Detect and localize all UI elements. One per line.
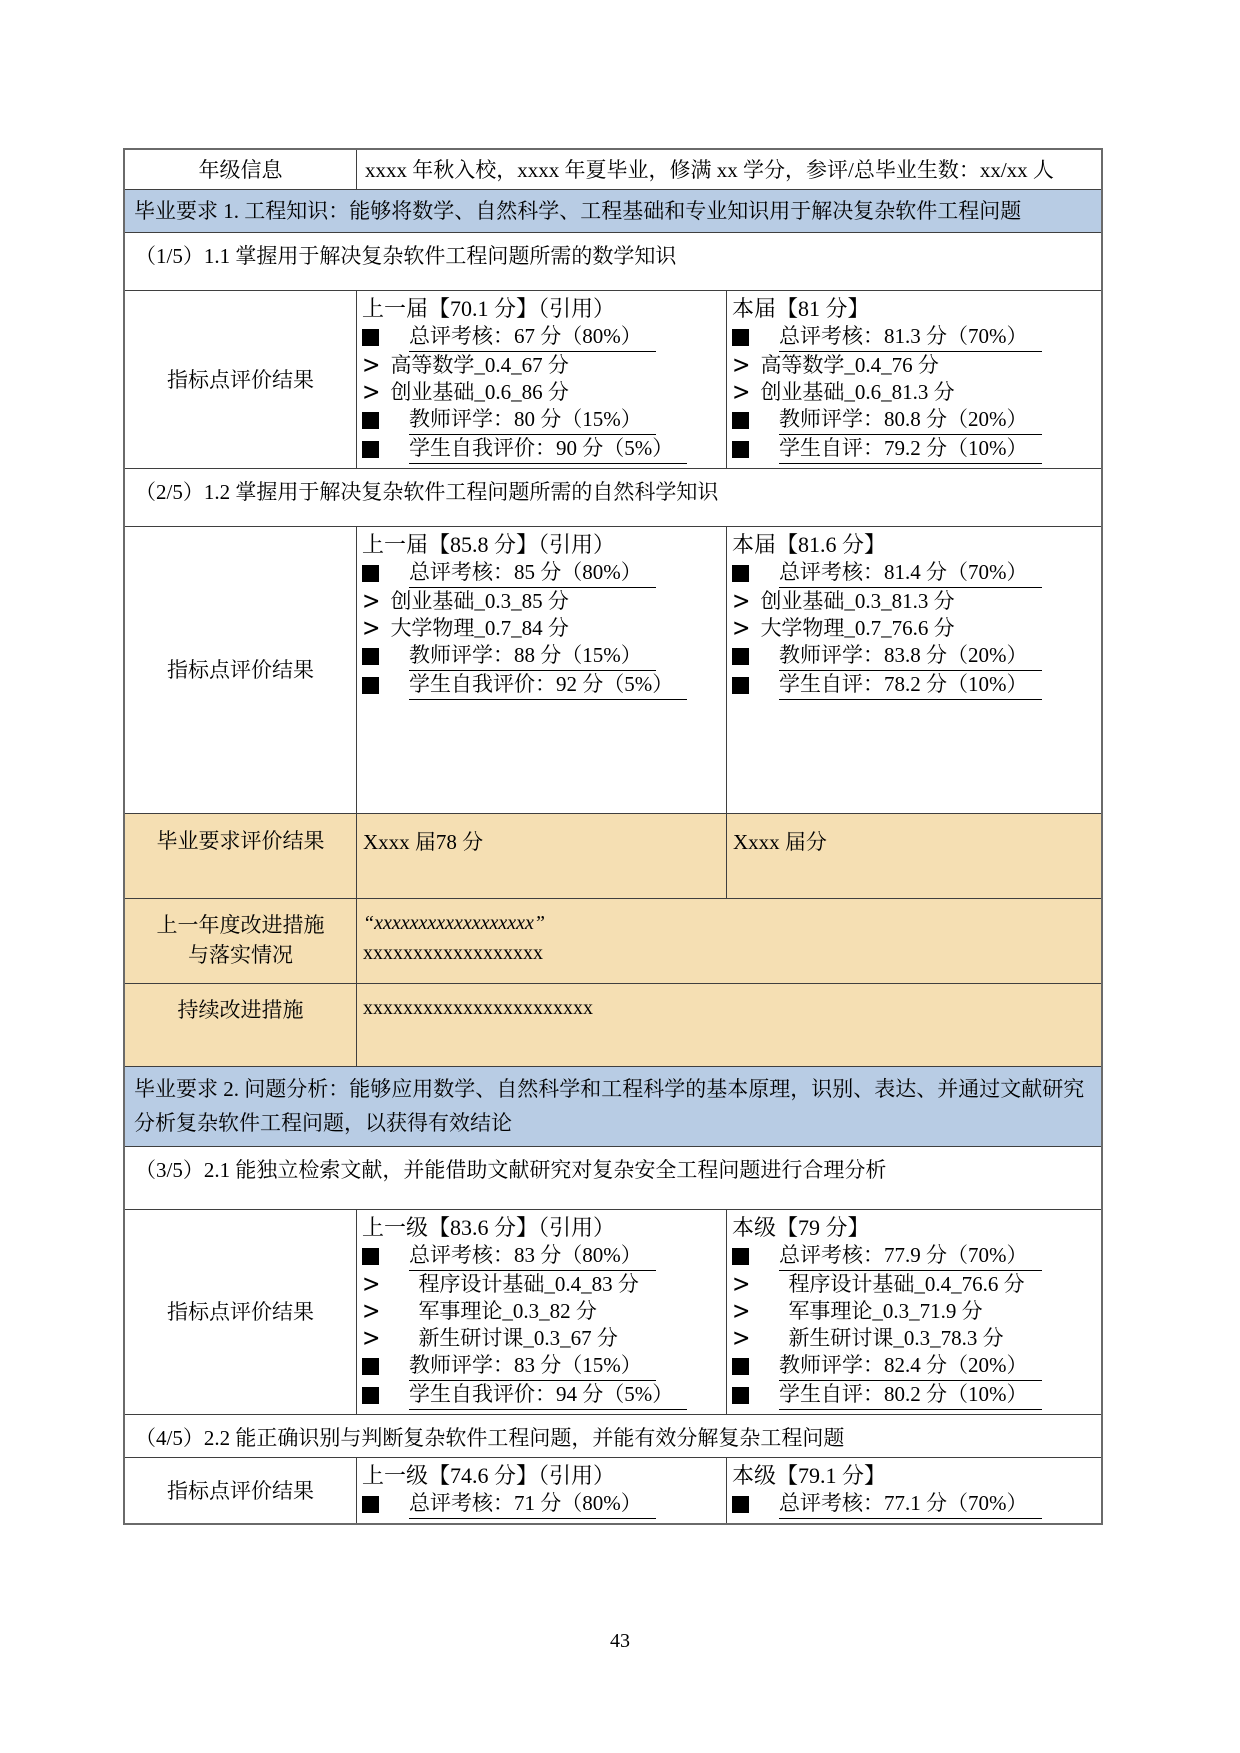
square-bullet-icon	[732, 1387, 749, 1404]
score-line	[362, 1271, 722, 1298]
score-line-text: 学生自我评价：90 分（5%）	[409, 435, 687, 464]
score-line-text: 学生自评：79.2 分（10%）	[779, 435, 1042, 464]
score-line-text: 学生自我评价：94 分（5%）	[409, 1381, 687, 1410]
page-number: 43	[610, 1630, 630, 1652]
score-line	[732, 1352, 1097, 1381]
current-cohort-header: 本届【81 分】	[732, 296, 870, 321]
score-line	[732, 615, 1097, 642]
requirement-evaluation-result-row	[125, 813, 1101, 898]
square-bullet-icon	[732, 1358, 749, 1375]
indicator-2-1-current-level	[727, 1210, 1101, 1414]
angle-bullet-icon: >	[732, 378, 751, 407]
requirement-2-header: 毕业要求 2. 问题分析：能够应用数学、自然科学和工程科学的基本原理，识别、表达、并通过文献研究分析复杂软件工程问题，以获得有效结论	[125, 1066, 1101, 1146]
score-line-text: 程序设计基础_0.4_76.6 分	[788, 1272, 1025, 1296]
score-line-text: 教师评学：83.8 分（20%）	[779, 642, 1042, 671]
score-line	[732, 435, 1097, 464]
square-bullet-icon	[362, 1248, 379, 1265]
angle-bullet-icon: >	[362, 587, 381, 616]
score-line	[732, 406, 1097, 435]
angle-bullet-icon: >	[732, 1324, 751, 1353]
indicator-result-label: 指标点评价结果	[125, 527, 357, 813]
score-line	[362, 1490, 722, 1519]
square-bullet-icon	[362, 1496, 379, 1513]
indicator-2-1-result-row	[125, 1209, 1101, 1414]
indicator-2-2-previous-level	[357, 1458, 727, 1523]
score-line	[362, 1352, 722, 1381]
score-line	[732, 1490, 1097, 1519]
score-line-text: 教师评学：88 分（15%）	[409, 642, 656, 671]
angle-bullet-icon: >	[732, 1270, 751, 1299]
grade-info-label: 年级信息	[125, 150, 357, 189]
score-line	[362, 559, 722, 588]
score-line	[362, 352, 722, 379]
angle-bullet-icon: >	[362, 614, 381, 643]
square-bullet-icon	[732, 1496, 749, 1513]
score-line	[362, 435, 722, 464]
indicator-2-1-title: （3/5）2.1 能独立检索文献，并能借助文献研究对复杂安全工程问题进行合理分析	[125, 1146, 1101, 1209]
improvement-label	[125, 899, 357, 983]
current-cohort-header: 本届【81.6 分】	[732, 532, 887, 557]
score-line	[732, 1381, 1097, 1410]
score-line	[732, 1242, 1097, 1271]
requirement-result-label: 毕业要求评价结果	[125, 814, 357, 898]
indicator-2-2-title: （4/5）2.2 能正确识别与判断复杂软件工程问题，并能有效分解复杂工程问题	[125, 1414, 1101, 1457]
square-bullet-icon	[732, 677, 749, 694]
previous-cohort-lines	[362, 559, 722, 700]
continuous-improvement-row	[125, 983, 1101, 1066]
score-line-text: 军事理论_0.3_82 分	[418, 1299, 597, 1323]
improvement-value	[357, 899, 1101, 983]
indicator-result-label: 指标点评价结果	[125, 1458, 357, 1523]
square-bullet-icon	[732, 565, 749, 582]
current-level-lines	[732, 1242, 1097, 1410]
previous-year-improvement-row	[125, 898, 1101, 983]
indicator-result-label: 指标点评价结果	[125, 1210, 357, 1414]
score-line-text: 学生自我评价：92 分（5%）	[409, 671, 687, 700]
angle-bullet-icon: >	[362, 378, 381, 407]
score-line-text: 创业基础_0.6_86 分	[390, 380, 569, 404]
score-line	[362, 588, 722, 615]
score-line-text: 教师评学：82.4 分（20%）	[779, 1352, 1042, 1381]
requirement-result-previous: Xxxx 届78 分	[357, 814, 727, 898]
current-cohort-lines	[732, 559, 1097, 700]
square-bullet-icon	[362, 1387, 379, 1404]
square-bullet-icon	[732, 648, 749, 665]
score-line	[732, 379, 1097, 406]
score-line-text: 总评考核：83 分（80%）	[409, 1242, 656, 1271]
angle-bullet-icon: >	[732, 351, 751, 380]
previous-level-header: 上一级【74.6 分】（引用）	[362, 1463, 616, 1488]
angle-bullet-icon: >	[732, 614, 751, 643]
improvement-text: xxxxxxxxxxxxxxxxxx	[363, 942, 543, 964]
square-bullet-icon	[362, 648, 379, 665]
score-line	[732, 1271, 1097, 1298]
score-line	[362, 1242, 722, 1271]
score-line-text: 总评考核：81.4 分（70%）	[779, 559, 1042, 588]
continuous-improvement-label: 持续改进措施	[125, 984, 357, 1066]
score-line-text: 大学物理_0.7_84 分	[390, 616, 569, 640]
angle-bullet-icon: >	[362, 1297, 381, 1326]
score-line-text: 高等数学_0.4_67 分	[390, 353, 569, 377]
score-line	[732, 1325, 1097, 1352]
square-bullet-icon	[732, 412, 749, 429]
square-bullet-icon	[362, 412, 379, 429]
previous-level-header: 上一级【83.6 分】（引用）	[362, 1215, 616, 1240]
score-line	[362, 323, 722, 352]
score-line-text: 总评考核：85 分（80%）	[409, 559, 656, 588]
score-line-text: 创业基础_0.6_81.3 分	[760, 380, 955, 404]
score-line	[362, 1298, 722, 1325]
indicator-1-1-result-row	[125, 290, 1101, 468]
score-line	[362, 1381, 722, 1410]
score-line-text: 总评考核：77.1 分（70%）	[779, 1490, 1042, 1519]
indicator-1-1-current-cohort	[727, 291, 1101, 468]
previous-cohort-header: 上一届【85.8 分】（引用）	[362, 532, 616, 557]
score-line-text: 总评考核：71 分（80%）	[409, 1490, 656, 1519]
improvement-label-line2: 与落实情况	[188, 943, 293, 967]
current-level-lines	[732, 1490, 1097, 1519]
square-bullet-icon	[362, 441, 379, 458]
score-line-text: 高等数学_0.4_76 分	[760, 353, 939, 377]
angle-bullet-icon: >	[362, 1324, 381, 1353]
score-line	[732, 1298, 1097, 1325]
current-cohort-lines	[732, 323, 1097, 464]
score-line	[362, 1325, 722, 1352]
score-line	[732, 588, 1097, 615]
indicator-1-2-previous-cohort	[357, 527, 727, 813]
improvement-label-line1: 上一年度改进措施	[156, 913, 325, 937]
indicator-result-label: 指标点评价结果	[125, 291, 357, 468]
indicator-1-2-result-row	[125, 526, 1101, 813]
graduation-requirement-table	[123, 148, 1103, 1525]
grade-info-row	[125, 150, 1101, 189]
requirement-1-header: 毕业要求 1. 工程知识：能够将数学、自然科学、工程基础和专业知识用于解决复杂软件工程问题	[125, 189, 1101, 232]
score-line-text: 创业基础_0.3_85 分	[390, 589, 569, 613]
score-line-text: 教师评学：80 分（15%）	[409, 406, 656, 435]
angle-bullet-icon: >	[732, 1297, 751, 1326]
score-line-text: 总评考核：77.9 分（70%）	[779, 1242, 1042, 1271]
square-bullet-icon	[732, 1248, 749, 1265]
current-level-header: 本级【79.1 分】	[732, 1463, 887, 1488]
square-bullet-icon	[732, 329, 749, 346]
improvement-quote: “xxxxxxxxxxxxxxxxxx”	[363, 912, 546, 934]
score-line-text: 教师评学：80.8 分（20%）	[779, 406, 1042, 435]
continuous-improvement-value: xxxxxxxxxxxxxxxxxxxxxxx	[363, 997, 593, 1019]
score-line	[362, 671, 722, 700]
score-line-text: 学生自评：78.2 分（10%）	[779, 671, 1042, 700]
score-line	[362, 379, 722, 406]
previous-level-lines	[362, 1490, 722, 1519]
angle-bullet-icon: >	[732, 587, 751, 616]
requirement-result-current: Xxxx 届分	[733, 830, 827, 854]
score-line	[732, 352, 1097, 379]
previous-cohort-lines	[362, 323, 722, 464]
indicator-1-2-title: （2/5）1.2 掌握用于解决复杂软件工程问题所需的自然科学知识	[125, 468, 1101, 526]
indicator-1-2-current-cohort	[727, 527, 1101, 813]
square-bullet-icon	[362, 677, 379, 694]
score-line	[362, 406, 722, 435]
indicator-1-1-title: （1/5）1.1 掌握用于解决复杂软件工程问题所需的数学知识	[125, 232, 1101, 290]
indicator-2-2-result-row	[125, 1457, 1101, 1523]
square-bullet-icon	[362, 329, 379, 346]
score-line	[732, 323, 1097, 352]
square-bullet-icon	[732, 441, 749, 458]
square-bullet-icon	[362, 1358, 379, 1375]
score-line-text: 教师评学：83 分（15%）	[409, 1352, 656, 1381]
score-line-text: 军事理论_0.3_71.9 分	[788, 1299, 983, 1323]
score-line-text: 总评考核：81.3 分（70%）	[779, 323, 1042, 352]
score-line	[732, 559, 1097, 588]
score-line-text: 新生研讨课_0.3_78.3 分	[788, 1326, 1004, 1350]
indicator-1-1-previous-cohort	[357, 291, 727, 468]
score-line-text: 创业基础_0.3_81.3 分	[760, 589, 955, 613]
previous-cohort-header: 上一届【70.1 分】（引用）	[362, 296, 616, 321]
indicator-2-2-current-level	[727, 1458, 1101, 1523]
score-line	[362, 615, 722, 642]
score-line	[732, 642, 1097, 671]
score-line-text: 学生自评：80.2 分（10%）	[779, 1381, 1042, 1410]
score-line	[732, 671, 1097, 700]
previous-level-lines	[362, 1242, 722, 1410]
score-line-text: 总评考核：67 分（80%）	[409, 323, 656, 352]
score-line-text: 新生研讨课_0.3_67 分	[418, 1326, 618, 1350]
angle-bullet-icon: >	[362, 1270, 381, 1299]
score-line-text: 大学物理_0.7_76.6 分	[760, 616, 955, 640]
angle-bullet-icon: >	[362, 351, 381, 380]
current-level-header: 本级【79 分】	[732, 1215, 870, 1240]
indicator-2-1-previous-level	[357, 1210, 727, 1414]
score-line-text: 程序设计基础_0.4_83 分	[418, 1272, 639, 1296]
score-line	[362, 642, 722, 671]
square-bullet-icon	[362, 565, 379, 582]
grade-info-value: xxxx 年秋入校，xxxx 年夏毕业，修满 xx 学分，参评/总毕业生数：xx/xx 人	[365, 157, 1054, 182]
